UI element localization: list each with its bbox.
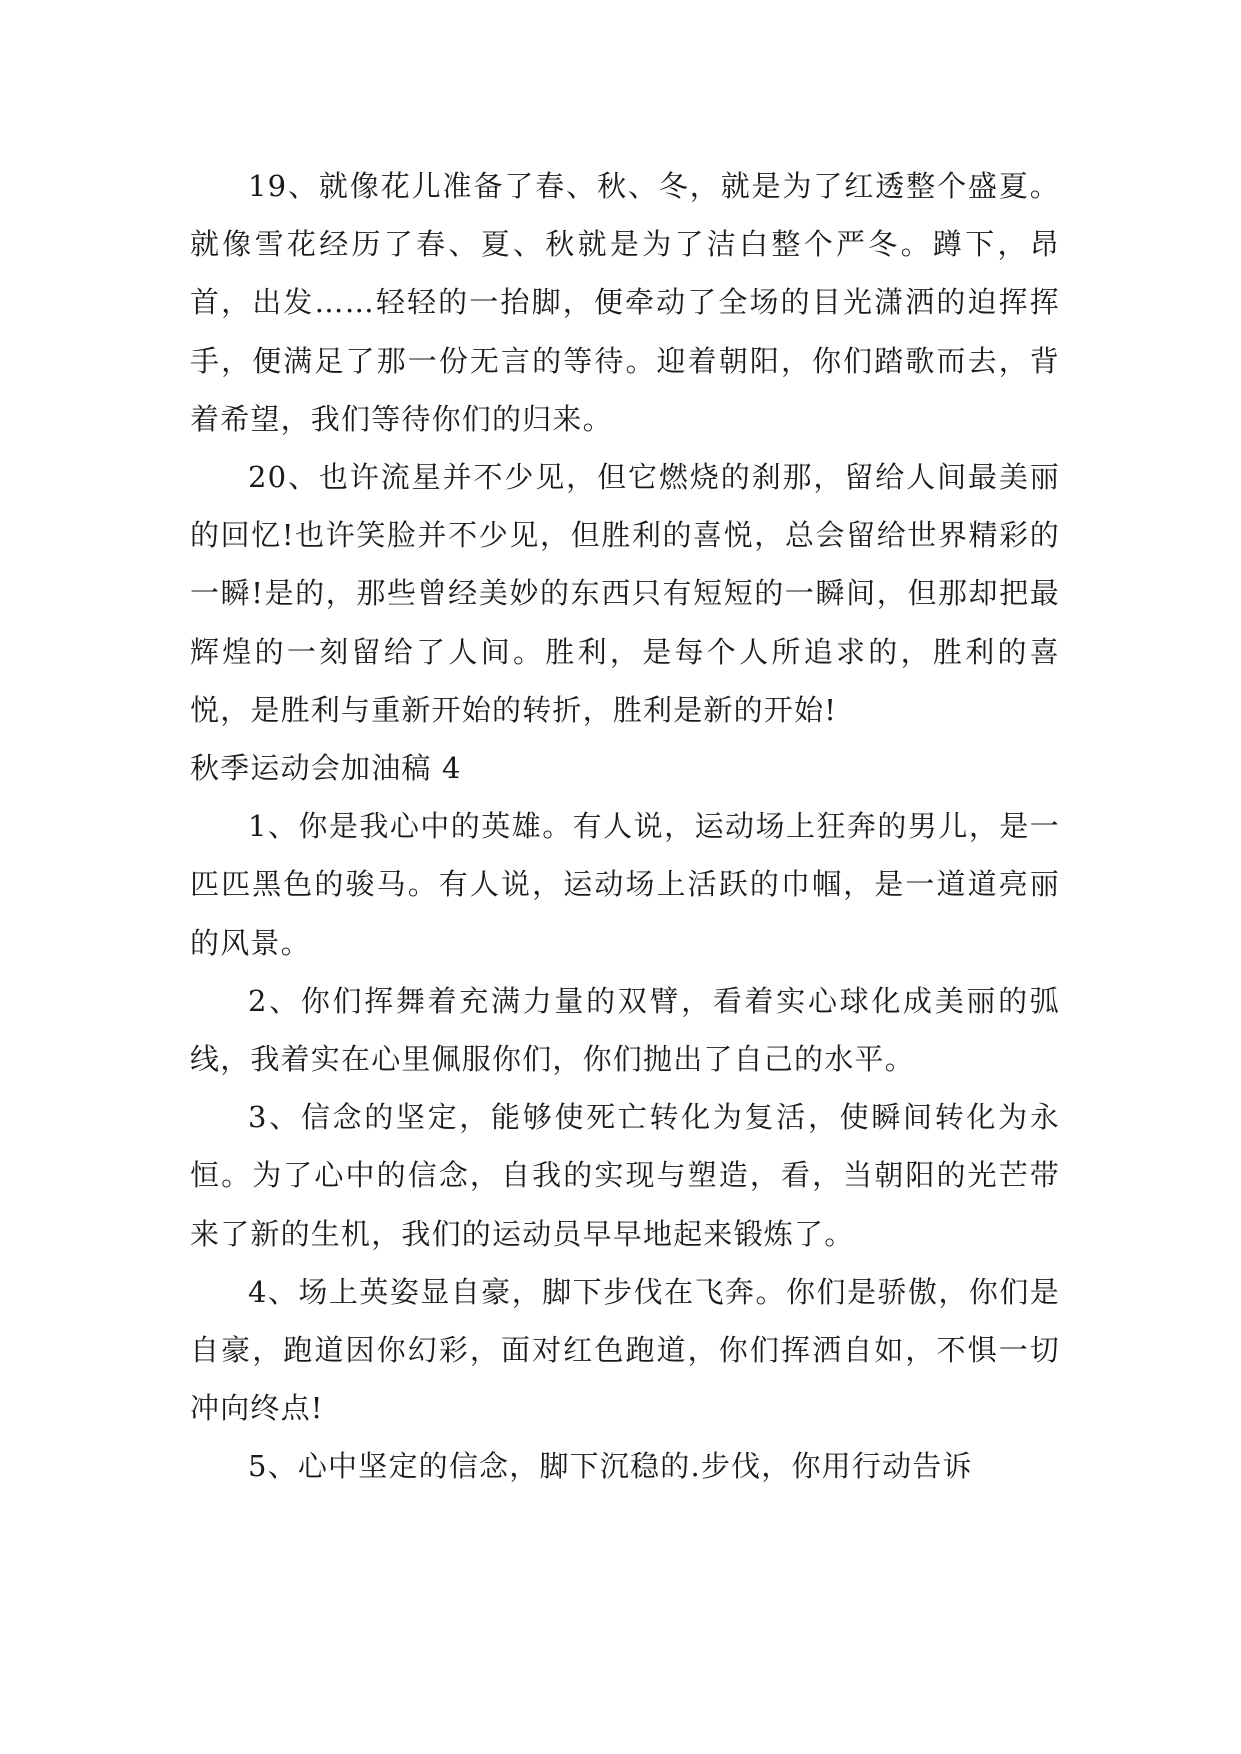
- paragraph-19: 19、就像花儿准备了春、秋、冬，就是为了红透整个盛夏。就像雪花经历了春、夏、秋就是为了洁白整个严冬。蹲下，昂首，出发……轻轻的一抬脚，便牵动了全场的目光潇洒的迫挥挥手，便满足了那一份无言的等待。迎着朝阳，你们踏歌而去，背着希望，我们等待你们的归来。: [190, 169, 1060, 436]
- paragraph-5: 5、心中坚定的信念，脚下沉稳的.步伐，你用行动告诉: [248, 1449, 973, 1484]
- paragraph-4: 4、场上英姿显自豪，脚下步伐在飞奔。你们是骄傲，你们是自豪，跑道因你幻彩，面对红色跑道，你们挥洒自如，不惧一切冲向终点!: [190, 1274, 1060, 1426]
- paragraph-3: 3、信念的坚定，能够使死亡转化为复活，使瞬间转化为永恒。为了心中的信念，自我的实现与塑造，看，当朝阳的光芒带来了新的生机，我们的运动员早早地起来锻炼了。: [190, 1100, 1060, 1251]
- paragraph-2: 2、你们挥舞着充满力量的双臂，看着实心球化成美丽的弧线，我着实在心里佩服你们，你们抛出了自己的水平。: [190, 983, 1060, 1077]
- document-body: [190, 157, 1060, 1496]
- paragraph-20: 20、也许流星并不少见，但它燃烧的刹那，留给人间最美丽的回忆!也许笑脸并不少见，但胜利的喜悦，总会留给世界精彩的一瞬!是的，那些曾经美妙的东西只有短短的一瞬间，但那却把最辉煌的一刻留给了人间。胜利，是每个人所追求的，胜利的喜悦，是胜利与重新开始的转折，胜利是新的开始!: [190, 460, 1060, 727]
- section-heading: 秋季运动会加油稿 4: [190, 751, 462, 786]
- paragraph-1: 1、你是我心中的英雄。有人说，运动场上狂奔的男儿，是一匹匹黑色的骏马。有人说，运动场上活跃的巾帼，是一道道亮丽的风景。: [190, 809, 1060, 960]
